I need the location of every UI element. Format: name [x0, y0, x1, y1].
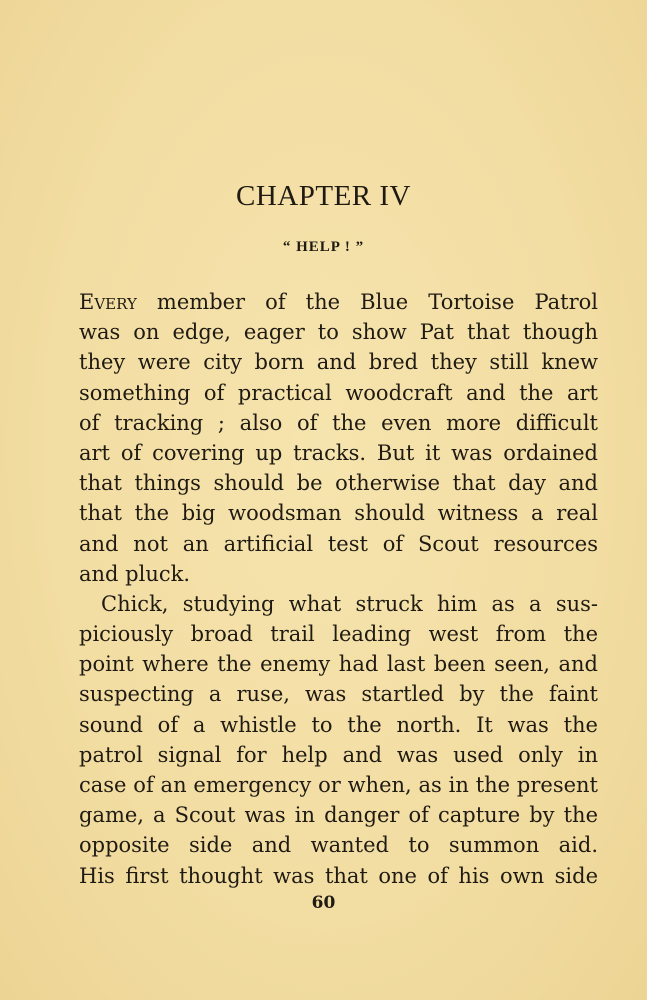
drop-word: Every	[79, 290, 137, 314]
text-line: suspecting a ruse, was startled by the faint	[79, 682, 598, 707]
text-line: point where the enemy had last been seen, and	[79, 652, 598, 677]
text-line: game, a Scout was in danger of capture by the	[79, 803, 598, 828]
text-line: of tracking ; also of the even more difficult	[79, 410, 598, 435]
chapter-title: CHAPTER IV	[236, 180, 411, 212]
text-line: Every member of the Blue Tortoise Patrol	[79, 290, 598, 314]
text-line: and not an artificial test of Scout resources	[79, 531, 598, 556]
text-line: art of covering up tracks. But it was ordained	[79, 440, 598, 465]
chapter-subtitle: “ HELP ! ”	[282, 239, 365, 255]
text-line: case of an emergency or when, as in the present	[79, 773, 598, 797]
chapter-body	[79, 287, 598, 891]
text-line: that things should be otherwise that day and	[79, 471, 598, 496]
text-line: they were city born and bred they still knew	[79, 350, 598, 375]
text-line: something of practical woodcraft and the art	[79, 380, 598, 405]
text-line: was on edge, eager to show Pat that though	[79, 320, 598, 345]
text-line: and pluck.	[79, 561, 191, 586]
page-number: 60	[311, 893, 336, 913]
text-line: His first thought was that one of his own side	[79, 863, 598, 888]
text-line: sound of a whistle to the north. It was the	[79, 712, 598, 737]
text-line: opposite side and wanted to summon aid.	[79, 833, 598, 858]
text-line: patrol signal for help and was used only in	[79, 742, 598, 767]
text-line: Chick, studying what struck him as a sus-	[101, 591, 598, 616]
text-line: piciously broad trail leading west from the	[79, 622, 598, 647]
text-line: that the big woodsman should witness a real	[79, 501, 598, 526]
